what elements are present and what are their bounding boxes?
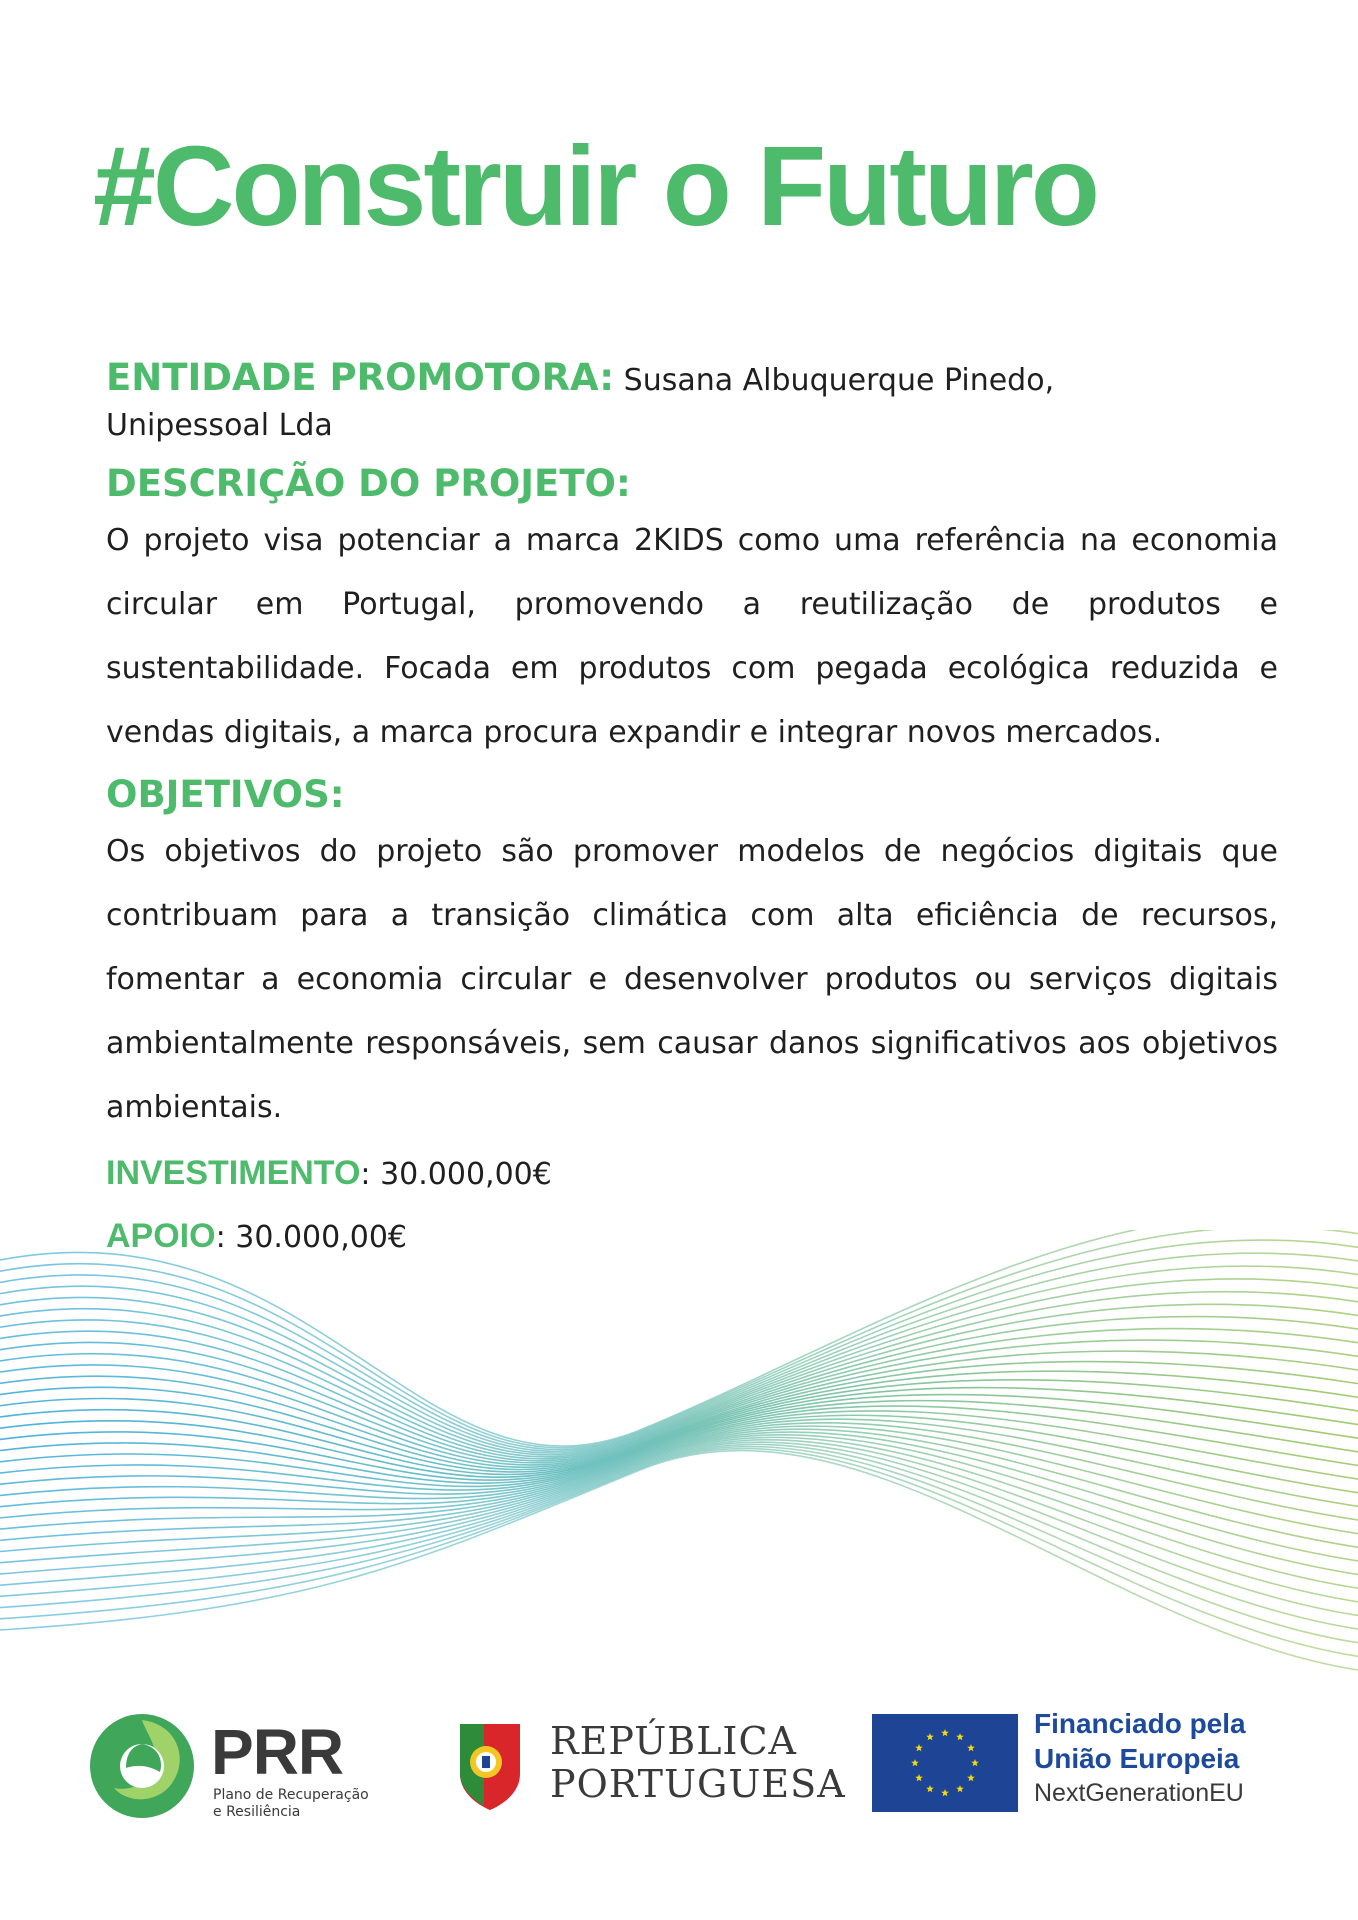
entity-name-line2: Unipessoal Lda [106,408,333,443]
wave-line [0,1444,1358,1629]
eu-flag-icon [872,1714,1018,1812]
republica-portuguesa-text [550,1720,846,1806]
project-details [106,355,1278,1256]
description-text: O projeto visa potenciar a marca 2KIDS como uma referência na economia circular em Portugal, promovendo a reutilização de produtos e sustentabilidade. Focada em produtos com pegada ecológica reduzida e vendas digitais, a marca procura expandir e integrar novos mercados. [106,523,1278,750]
support-label: APOIO [106,1217,216,1255]
wave-line [0,1451,1358,1670]
investment-colon: : [360,1157,371,1192]
wave-line [0,1447,1358,1643]
page-headline: #Construir o Futuro [93,123,1097,249]
eu-funding-text [1034,1706,1246,1811]
objectives-title: OBJETIVOS: [106,773,345,816]
entity-name: Susana Albuquerque Pinedo, [623,363,1055,398]
eu-line1: Financiado pela [1034,1708,1246,1739]
republica-portuguesa-logo [450,1700,846,1830]
investment-row [106,1154,1278,1193]
eu-funding-logo [872,1700,1292,1830]
prr-subtitle-line2: e Resiliência [213,1804,301,1820]
support-value: 30.000,00€ [235,1220,408,1255]
prr-subtitle-line1: Plano de Recuperação [213,1787,369,1803]
wave-line [0,1230,1358,1446]
support-colon: : [215,1220,226,1255]
prr-emblem-icon [86,1710,198,1822]
republica-line1: REPÚBLICA [550,1719,797,1763]
entity-block [106,355,1278,448]
portugal-coat-of-arms-icon [450,1714,530,1814]
wave-line [0,1230,1358,1448]
eu-line3: NextGenerationEU [1034,1779,1244,1807]
eu-line2: União Europeia [1034,1743,1240,1774]
funding-logos-footer [0,1700,1358,1840]
investment-value: 30.000,00€ [380,1157,552,1192]
wave-line [0,1437,1358,1588]
description-title: DESCRIÇÃO DO PROJETO: [106,462,631,505]
objectives-text: Os objetivos do projeto são promover modelos de negócios digitais que contribuam para a transição climática com alta eficiência de recursos, fomentar a economia circular e desenvolver produtos ou serviços digitais ambientalmente responsáveis, sem causar danos significativos aos objetivos ambientais. [106,834,1278,1125]
decorative-wave-lines [0,1230,1358,1750]
entity-label: ENTIDADE PROMOTORA: [106,356,615,399]
republica-line2: PORTUGUESA [550,1762,846,1806]
prr-logo [86,1700,416,1830]
wave-line [0,1449,1358,1657]
prr-title: PRR [211,1716,344,1788]
investment-label: INVESTIMENTO [106,1154,361,1192]
prr-subtitle [213,1787,369,1821]
wave-line [0,1440,1358,1602]
